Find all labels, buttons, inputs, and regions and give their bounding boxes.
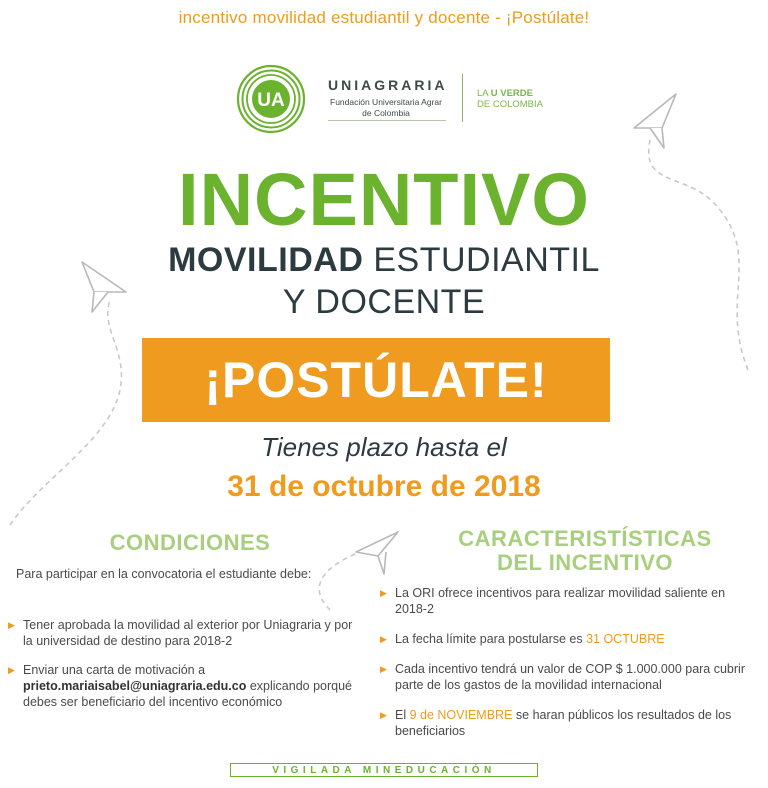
title-main: INCENTIVO [178,158,590,241]
tagline-line2: DE COLOMBIA [477,99,543,110]
features-title-line1: CARACTERISTÍSTICAS [458,526,712,551]
feature-text: La ORI ofrece incentivos para realizar movilidad saliente en 2018-2 [395,586,726,616]
brand-name: UNIAGRARIA [328,77,448,93]
brand-divider [462,74,463,122]
feature-text: La fecha límite para postularse es [395,632,587,646]
footer-text: VIGILADA MINEDUCACIÓN [272,764,496,776]
deadline-date: 31 de octubre de 2018 [227,470,541,503]
page-heading: incentivo movilidad estudiantil y docente - ¡Postúlate! [178,8,590,27]
conditions-intro: Para participar en la convocatoria el estudiante debe: [16,567,312,581]
paper-plane-icon [634,94,676,148]
tagline-bold: U VERDE [490,88,533,99]
contact-email: prieto.mariaisabel@uniagraria.edu.co [23,679,247,693]
conditions-list [8,617,358,723]
feature-text: se haran públicos los resultados de los beneficiarios [395,708,732,738]
title-line2 [0,240,768,280]
brand-underline [328,120,446,121]
condition-text: explicando porqué debes ser beneficiario del incentivo económico [23,679,353,709]
title-line2-rest: ESTUDIANTIL [363,241,600,279]
brand-tagline [477,88,543,110]
brand-subtitle-line2: de Colombia [362,108,410,118]
tagline-prefix: LA [477,88,491,99]
paper-plane-icon [356,532,398,574]
features-title-line2: DEL INCENTIVO [496,550,673,575]
condition-text: Tener aprobada la movilidad al exterior por Uniagraria y por la universidad de destino para 2018-2 [23,618,353,648]
feature-text: El [395,708,410,722]
list-item [8,662,358,710]
features-title [440,527,730,575]
triangle-right-icon: ▶ [380,634,387,644]
cta-banner [142,338,610,422]
cta-text: ¡POSTÚLATE! [204,352,548,408]
title-line3: Y DOCENTE [282,283,486,321]
list-item [8,617,358,649]
brand-subtitle-line1: Fundación Universitaria Agrar [330,97,442,107]
feature-highlight: 31 OCTUBRE [586,632,665,646]
features-list [380,585,760,753]
list-item [380,631,760,647]
triangle-right-icon: ▶ [380,664,387,674]
triangle-right-icon: ▶ [8,620,15,630]
conditions-title: CONDICIONES [109,530,271,555]
feature-text: Cada incentivo tendrá un valor de COP $ 1.000.000 para cubrir parte de los gastos de la movilidad internacional [395,662,745,692]
logo-monogram: UA [257,90,285,111]
uniagraria-logo-mark [236,64,306,134]
list-item [380,707,760,739]
feature-highlight: 9 de NOVIEMBRE [409,708,513,722]
deadline-intro: Tienes plazo hasta el [261,432,507,462]
triangle-right-icon: ▶ [380,588,387,598]
footer-badge [230,763,538,777]
condition-text: Enviar una carta de motivación a [23,663,206,677]
list-item [380,585,760,617]
triangle-right-icon: ▶ [8,665,15,675]
triangle-right-icon: ▶ [380,710,387,720]
title-line2-bold: MOVILIDAD [168,241,364,279]
list-item [380,661,760,693]
brand-subtitle [322,97,450,119]
